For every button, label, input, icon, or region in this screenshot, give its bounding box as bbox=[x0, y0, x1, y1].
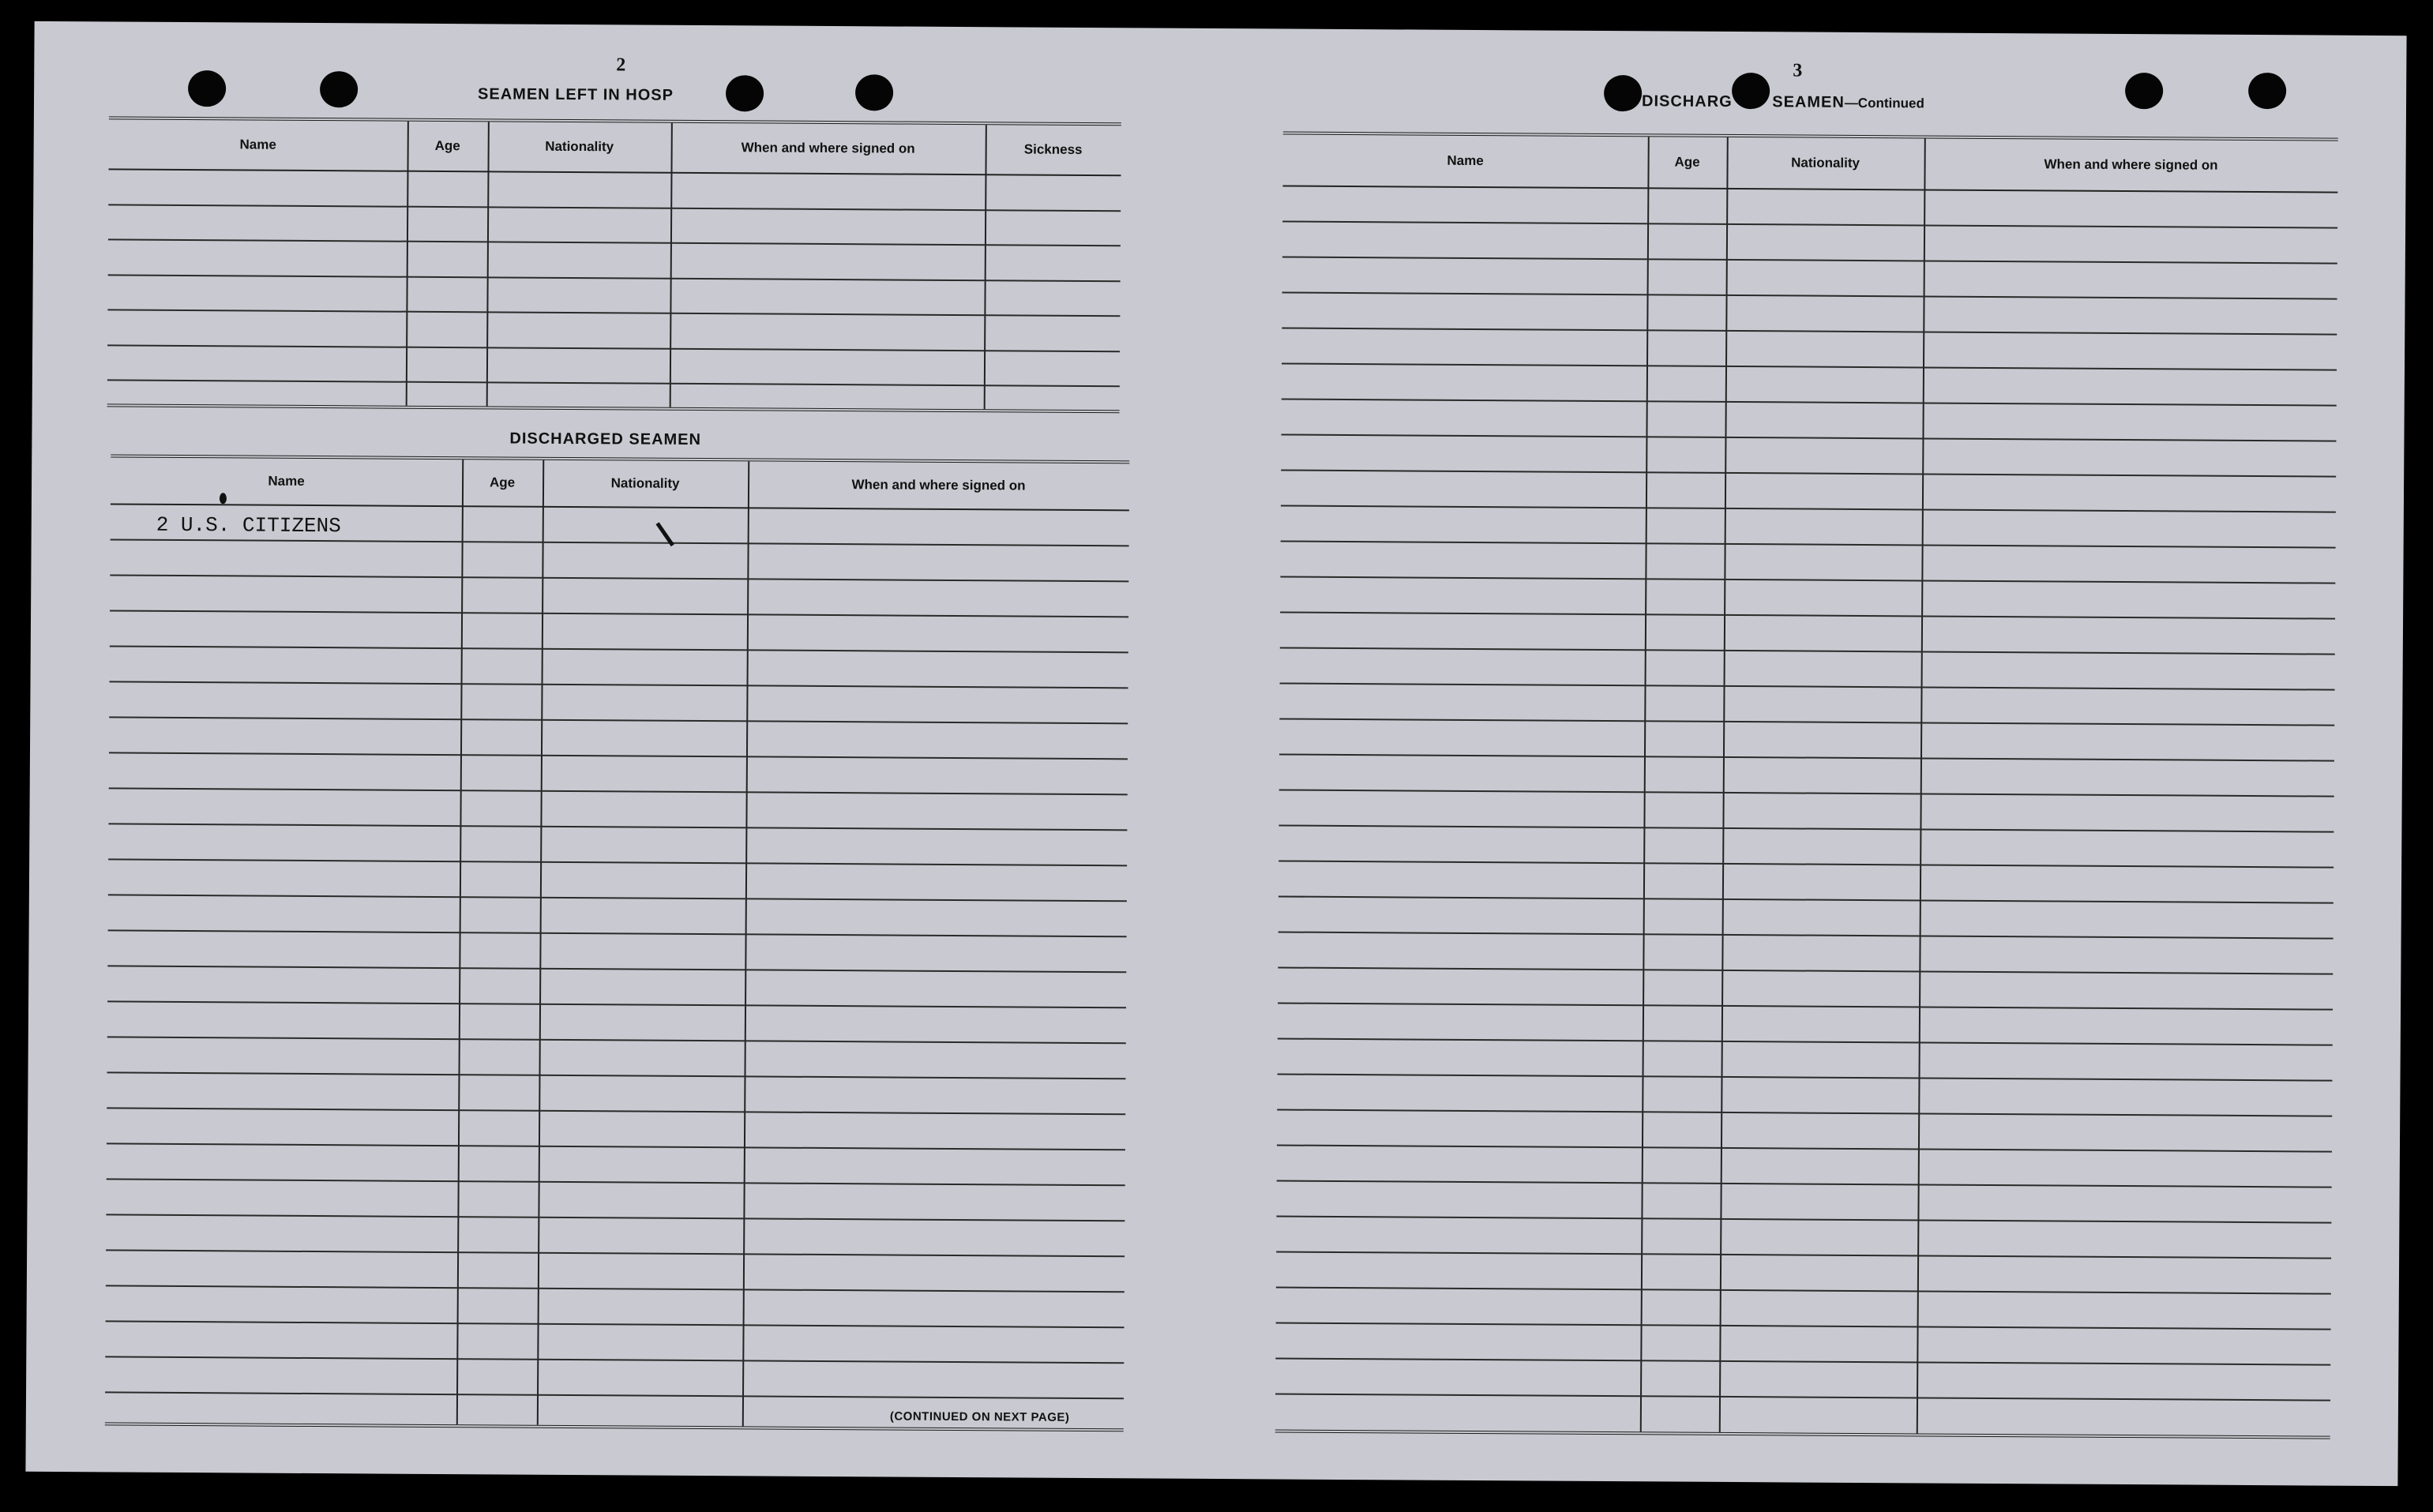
row-rule bbox=[1277, 1109, 2332, 1116]
column-header-age: Age bbox=[489, 475, 516, 490]
row-rule bbox=[1282, 257, 2337, 265]
row-rule bbox=[1278, 1002, 2333, 1010]
row-rule bbox=[108, 204, 1121, 212]
hospital-section-title: SEAMEN LEFT IN HOSP bbox=[478, 85, 674, 104]
row-rule bbox=[109, 752, 1128, 760]
row-rule bbox=[1277, 1180, 2332, 1187]
row-rule bbox=[1280, 647, 2335, 655]
row-rule bbox=[1276, 1251, 2331, 1259]
row-rule bbox=[108, 238, 1121, 246]
row-rule bbox=[1276, 1322, 2331, 1330]
row-rule bbox=[108, 274, 1121, 282]
row-rule bbox=[106, 1214, 1125, 1221]
document-sheet bbox=[25, 21, 2406, 1486]
row-rule bbox=[107, 1071, 1126, 1079]
column-divider bbox=[456, 460, 464, 1424]
row-rule bbox=[108, 823, 1127, 831]
row-rule bbox=[110, 610, 1128, 617]
discharged-section-title: DISCHARGED SEAMEN bbox=[509, 430, 702, 449]
row-rule bbox=[1282, 398, 2337, 406]
punch-hole bbox=[2125, 73, 2163, 109]
row-rule bbox=[1275, 1357, 2330, 1365]
row-rule bbox=[109, 787, 1128, 795]
row-rule bbox=[108, 858, 1127, 866]
row-rule bbox=[109, 716, 1128, 724]
row-rule bbox=[110, 681, 1128, 688]
row-rule bbox=[105, 1391, 1124, 1399]
right-page-title bbox=[1642, 92, 1924, 112]
column-header-signed-on: When and where signed on bbox=[741, 140, 915, 156]
row-rule bbox=[108, 894, 1127, 902]
row-rule bbox=[1281, 540, 2336, 548]
punch-hole bbox=[1604, 75, 1642, 111]
row-rule bbox=[106, 1249, 1125, 1257]
row-rule bbox=[1278, 931, 2334, 939]
row-rule bbox=[107, 379, 1120, 387]
hospital-table-header bbox=[108, 119, 1121, 176]
right-title-continued: —Continued bbox=[1844, 95, 1924, 111]
column-header-sickness: Sickness bbox=[1023, 141, 1083, 157]
discharged-table bbox=[105, 454, 1129, 1431]
row-rule bbox=[1282, 221, 2337, 229]
row-rule bbox=[1278, 1073, 2333, 1081]
column-header-nationality: Nationality bbox=[545, 138, 614, 155]
row-rule bbox=[1282, 327, 2337, 335]
punch-hole bbox=[188, 70, 226, 107]
row-rule bbox=[110, 645, 1128, 653]
row-rule bbox=[1278, 1037, 2333, 1045]
row-rule bbox=[107, 344, 1120, 352]
row-rule bbox=[1278, 860, 2334, 868]
column-header-signed-on: When and where signed on bbox=[851, 477, 1026, 493]
row-rule bbox=[1281, 505, 2336, 512]
row-rule bbox=[1279, 718, 2334, 726]
row-rule bbox=[1276, 1215, 2331, 1223]
row-rule bbox=[1278, 966, 2333, 974]
discharged-table-header bbox=[111, 457, 1129, 511]
discharged-continued-table bbox=[1275, 132, 2338, 1439]
column-header-nationality: Nationality bbox=[610, 475, 680, 491]
row-rule bbox=[107, 1036, 1126, 1044]
discharged-entry-name: 2 U.S. CITIZENS bbox=[156, 512, 341, 538]
row-rule bbox=[107, 1178, 1125, 1186]
row-rule bbox=[1279, 753, 2334, 761]
ink-dot bbox=[220, 493, 227, 504]
row-rule bbox=[107, 965, 1126, 973]
row-rule bbox=[1280, 576, 2335, 583]
column-header-nationality: Nationality bbox=[1791, 155, 1860, 171]
right-title-part1: DISCHARG bbox=[1641, 92, 1733, 111]
row-rule bbox=[111, 538, 1129, 546]
row-rule bbox=[1278, 824, 2334, 832]
column-divider bbox=[537, 460, 544, 1425]
row-rule bbox=[1279, 789, 2334, 797]
row-rule bbox=[1277, 1144, 2332, 1152]
right-page-number: 3 bbox=[1793, 60, 1803, 81]
row-rule bbox=[106, 1320, 1125, 1328]
row-rule bbox=[1275, 1393, 2330, 1401]
row-rule bbox=[105, 1356, 1124, 1364]
row-rule bbox=[108, 929, 1127, 937]
right-title-part2: SEAMEN bbox=[1767, 93, 1845, 111]
row-rule bbox=[106, 1285, 1125, 1293]
row-rule bbox=[110, 574, 1128, 582]
punch-hole bbox=[855, 74, 893, 111]
row-rule bbox=[107, 1107, 1125, 1115]
row-rule bbox=[1282, 362, 2337, 370]
column-header-age: Age bbox=[1674, 154, 1700, 170]
row-rule bbox=[107, 1000, 1126, 1008]
row-rule bbox=[1281, 433, 2336, 441]
left-page-number: 2 bbox=[616, 54, 626, 76]
punch-hole bbox=[2248, 73, 2286, 109]
column-header-name: Name bbox=[239, 137, 276, 152]
continued-table-header bbox=[1282, 135, 2337, 193]
hospital-table bbox=[107, 116, 1121, 413]
row-rule bbox=[1281, 469, 2336, 477]
row-rule bbox=[1280, 682, 2335, 690]
row-rule bbox=[1280, 611, 2335, 619]
column-header-age: Age bbox=[434, 137, 460, 154]
continued-note: (CONTINUED ON NEXT PAGE) bbox=[889, 1409, 1070, 1424]
row-rule bbox=[107, 309, 1120, 317]
column-divider bbox=[742, 461, 749, 1426]
row-rule bbox=[1276, 1286, 2331, 1294]
row-rule bbox=[1278, 895, 2334, 903]
punch-hole bbox=[320, 71, 358, 107]
column-header-name: Name bbox=[1447, 152, 1484, 169]
row-rule bbox=[1282, 291, 2337, 299]
punch-hole bbox=[726, 75, 764, 111]
column-header-signed-on: When and where signed on bbox=[2044, 156, 2218, 173]
column-header-name: Name bbox=[268, 473, 305, 489]
row-rule bbox=[107, 1142, 1125, 1150]
